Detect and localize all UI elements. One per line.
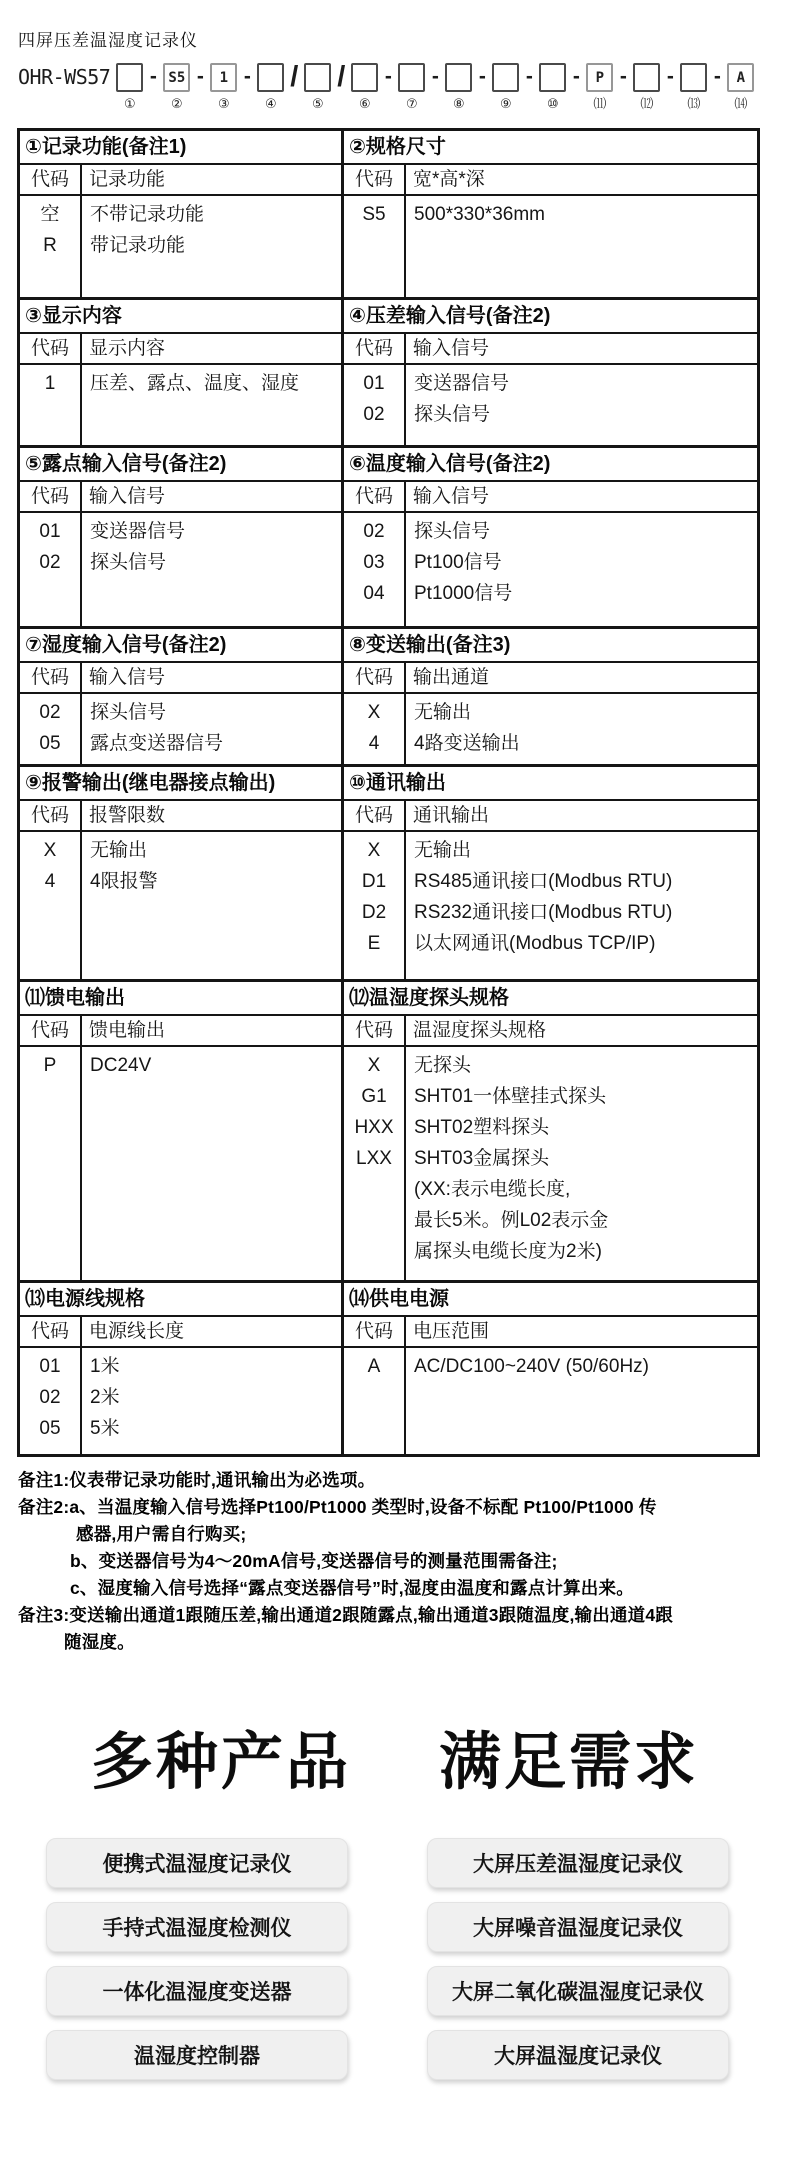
note-line: 随湿度。 bbox=[64, 1632, 135, 1652]
note-line: b、变送器信号为4～20mA信号,变送器信号的测量范围需备注; bbox=[70, 1551, 558, 1571]
code-header-cell: 代码 bbox=[344, 1016, 406, 1047]
desc-header-cell: 馈电输出 bbox=[82, 1016, 341, 1047]
spec-section bbox=[20, 629, 344, 764]
separator-spacer bbox=[528, 94, 532, 111]
code-value: X bbox=[43, 840, 57, 861]
section-title: ⑿温湿度探头规格 bbox=[344, 982, 757, 1016]
section-title: ⑨报警输出(继电器接点输出) bbox=[20, 767, 341, 801]
segment-separator bbox=[709, 63, 725, 111]
desc-value: 探头信号 bbox=[414, 404, 491, 425]
segment-separator bbox=[427, 63, 443, 111]
code-header-cell: 代码 bbox=[344, 1317, 406, 1348]
spec-section bbox=[20, 300, 344, 445]
code-value: D1 bbox=[361, 871, 387, 892]
dash-separator: - bbox=[243, 65, 251, 88]
separator-spacer bbox=[340, 94, 344, 111]
separator-spacer bbox=[199, 94, 203, 111]
code-value: P bbox=[43, 1055, 57, 1076]
code-header-cell: 代码 bbox=[20, 663, 82, 694]
spec-section bbox=[344, 767, 757, 979]
desc-header-cell: 温湿度探头规格 bbox=[406, 1016, 757, 1047]
code-box: P bbox=[586, 63, 613, 92]
separator-spacer bbox=[387, 94, 391, 111]
section-body bbox=[344, 1016, 757, 1280]
table-band bbox=[20, 445, 757, 626]
code-header-cell: 代码 bbox=[344, 801, 406, 832]
code-box bbox=[539, 63, 566, 92]
code-value: 空 bbox=[40, 204, 60, 225]
section-title: ⑦湿度输入信号(备注2) bbox=[20, 629, 341, 663]
code-header-cell: 代码 bbox=[20, 334, 82, 365]
slash-separator: / bbox=[290, 61, 299, 93]
code-column bbox=[20, 832, 82, 979]
note-line: 备注3:变送输出通道1跟随压差,输出通道2跟随露点,输出通道3跟随温度,输出通道4跟 bbox=[18, 1605, 673, 1625]
spec-section bbox=[344, 448, 757, 626]
model-code-segment bbox=[116, 63, 143, 112]
spec-section bbox=[20, 448, 344, 626]
code-header-cell: 代码 bbox=[20, 1317, 82, 1348]
model-code-segment bbox=[492, 63, 519, 112]
model-code-segment bbox=[539, 63, 566, 112]
segment-separator bbox=[521, 63, 537, 111]
desc-column bbox=[406, 1348, 757, 1454]
code-header-cell: 代码 bbox=[344, 165, 406, 196]
desc-header-cell: 输入信号 bbox=[82, 663, 341, 694]
note-line: c、湿度输入信号选择“露点变送器信号”时,湿度由温度和露点计算出来。 bbox=[70, 1578, 634, 1598]
segment-number: ⑩ bbox=[547, 96, 559, 111]
model-code-segment bbox=[398, 63, 425, 112]
page-title: 四屏压差温湿度记录仪 bbox=[18, 31, 198, 50]
segment-number: ⑾ bbox=[593, 96, 607, 111]
spec-section bbox=[20, 767, 344, 979]
code-value: S5 bbox=[362, 204, 386, 225]
section-body bbox=[344, 663, 757, 764]
code-box bbox=[398, 63, 425, 92]
section-title: ②规格尺寸 bbox=[344, 131, 757, 165]
note-line: 备注1:仪表带记录功能时,通讯输出为必选项。 bbox=[18, 1470, 376, 1490]
code-value bbox=[344, 1205, 404, 1236]
segment-separator bbox=[145, 63, 161, 111]
desc-column bbox=[406, 365, 757, 445]
products-heading-left: 多种产品 bbox=[90, 1728, 351, 1797]
dash-separator: - bbox=[384, 65, 392, 88]
products-section bbox=[0, 1728, 790, 2080]
table-band bbox=[20, 131, 757, 297]
code-column bbox=[344, 365, 406, 445]
desc-header-cell: 输入信号 bbox=[406, 482, 757, 513]
desc-column bbox=[406, 694, 757, 764]
desc-header-cell: 电压范围 bbox=[406, 1317, 757, 1348]
section-title: ①记录功能(备注1) bbox=[20, 131, 341, 165]
segment-number: ⒀ bbox=[687, 96, 701, 111]
code-header-cell: 代码 bbox=[20, 482, 82, 513]
desc-value: 最长5米。例L02表示金 bbox=[414, 1210, 609, 1231]
segment-separator bbox=[333, 63, 349, 111]
section-title: ⑾馈电输出 bbox=[20, 982, 341, 1016]
model-code-segment bbox=[304, 63, 331, 112]
code-box: A bbox=[727, 63, 754, 92]
code-value bbox=[344, 1236, 404, 1267]
code-value: 01 bbox=[39, 1356, 61, 1377]
segment-separator bbox=[286, 63, 302, 111]
section-title: ③显示内容 bbox=[20, 300, 341, 334]
code-column bbox=[344, 1047, 406, 1280]
segment-separator bbox=[615, 63, 631, 111]
segment-number: ③ bbox=[218, 96, 230, 111]
product-button[interactable]: 大屏压差温湿度记录仪 bbox=[427, 1838, 729, 1888]
code-column bbox=[344, 513, 406, 626]
model-code-segment bbox=[163, 63, 190, 112]
code-value: 1 bbox=[44, 373, 56, 394]
code-value: X bbox=[367, 702, 381, 723]
segment-separator bbox=[380, 63, 396, 111]
product-button[interactable]: 大屏温湿度记录仪 bbox=[427, 2030, 729, 2080]
section-body bbox=[20, 165, 341, 297]
product-button[interactable]: 一体化温湿度变送器 bbox=[46, 1966, 348, 2016]
spec-section bbox=[20, 982, 344, 1280]
desc-value: SHT03金属探头 bbox=[414, 1148, 550, 1169]
separator-spacer bbox=[152, 94, 156, 111]
product-button[interactable]: 大屏二氧化碳温湿度记录仪 bbox=[427, 1966, 729, 2016]
code-value: G1 bbox=[361, 1086, 387, 1107]
desc-column bbox=[82, 1047, 341, 1280]
dash-separator: - bbox=[196, 65, 204, 88]
desc-header-cell: 电源线长度 bbox=[82, 1317, 341, 1348]
code-box bbox=[304, 63, 331, 92]
separator-spacer bbox=[622, 94, 626, 111]
spec-section bbox=[344, 1283, 757, 1454]
product-button[interactable]: 大屏噪音温湿度记录仪 bbox=[427, 1902, 729, 1952]
code-value: A bbox=[367, 1356, 381, 1377]
segment-number: ② bbox=[171, 96, 183, 111]
code-value: E bbox=[367, 933, 381, 954]
code-box: 1 bbox=[210, 63, 237, 92]
desc-value: 4限报警 bbox=[90, 871, 158, 892]
table-band bbox=[20, 626, 757, 764]
separator-spacer bbox=[716, 94, 720, 111]
segment-number: ⑨ bbox=[500, 96, 512, 111]
segment-number: ⑤ bbox=[312, 96, 324, 111]
code-value: 02 bbox=[39, 552, 61, 573]
model-code-segment bbox=[727, 63, 754, 112]
section-body bbox=[20, 334, 341, 445]
desc-header-cell: 通讯输出 bbox=[406, 801, 757, 832]
code-column bbox=[20, 513, 82, 626]
section-title: ⑩通讯输出 bbox=[344, 767, 757, 801]
section-title: ⒀电源线规格 bbox=[20, 1283, 341, 1317]
code-value: 02 bbox=[39, 1387, 61, 1408]
code-value: 01 bbox=[39, 521, 61, 542]
code-value: 05 bbox=[39, 733, 61, 754]
section-body bbox=[20, 1016, 341, 1280]
desc-value: 无探头 bbox=[414, 1055, 472, 1076]
product-button[interactable]: 温湿度控制器 bbox=[46, 2030, 348, 2080]
code-box: S5 bbox=[163, 63, 190, 92]
code-value: X bbox=[367, 1055, 381, 1076]
segment-separator bbox=[239, 63, 255, 111]
segment-number: ④ bbox=[265, 96, 277, 111]
separator-spacer bbox=[434, 94, 438, 111]
code-column bbox=[20, 196, 82, 297]
section-title: ⑧变送输出(备注3) bbox=[344, 629, 757, 663]
desc-value: 探头信号 bbox=[414, 521, 491, 542]
model-code-line bbox=[18, 63, 790, 112]
model-code-segment bbox=[257, 63, 284, 112]
desc-value: 无输出 bbox=[414, 840, 472, 861]
code-box bbox=[492, 63, 519, 92]
segment-separator bbox=[192, 63, 208, 111]
table-band bbox=[20, 1280, 757, 1454]
code-box bbox=[351, 63, 378, 92]
code-box bbox=[445, 63, 472, 92]
segment-number: ① bbox=[124, 96, 136, 111]
code-value: 4 bbox=[368, 733, 380, 754]
note-line: 备注2:a、当温度输入信号选择Pt100/Pt1000 类型时,设备不标配 Pt100/Pt1000 传 bbox=[18, 1497, 657, 1517]
notes bbox=[18, 1467, 776, 1656]
table-band bbox=[20, 297, 757, 445]
dash-separator: - bbox=[478, 65, 486, 88]
code-value: 02 bbox=[363, 521, 385, 542]
spec-section bbox=[344, 131, 757, 297]
spec-section bbox=[344, 982, 757, 1280]
section-body bbox=[20, 801, 341, 979]
desc-value: 500*330*36mm bbox=[414, 204, 545, 225]
spec-table bbox=[17, 128, 760, 1457]
spec-section bbox=[20, 1283, 344, 1454]
desc-value: DC24V bbox=[90, 1055, 152, 1076]
spec-section bbox=[344, 300, 757, 445]
desc-header-cell: 记录功能 bbox=[82, 165, 341, 196]
model-code-segment bbox=[351, 63, 378, 112]
product-button[interactable]: 手持式温湿度检测仪 bbox=[46, 1902, 348, 1952]
section-body bbox=[344, 165, 757, 297]
desc-header-cell: 输出通道 bbox=[406, 663, 757, 694]
code-column bbox=[344, 196, 406, 297]
desc-value: Pt100信号 bbox=[414, 552, 502, 573]
segment-number: ⑿ bbox=[640, 96, 654, 111]
section-title: ⑥温度输入信号(备注2) bbox=[344, 448, 757, 482]
desc-column bbox=[406, 196, 757, 297]
desc-value: 探头信号 bbox=[90, 552, 167, 573]
desc-value: 变送器信号 bbox=[90, 521, 186, 542]
code-column bbox=[344, 832, 406, 979]
code-value: 02 bbox=[39, 702, 61, 723]
table-band bbox=[20, 764, 757, 979]
code-value bbox=[344, 1174, 404, 1205]
code-value: D2 bbox=[361, 902, 387, 923]
code-value: 05 bbox=[39, 1418, 61, 1439]
section-body bbox=[20, 1317, 341, 1454]
segment-number: ⑧ bbox=[453, 96, 465, 111]
code-box bbox=[680, 63, 707, 92]
model-code-segment bbox=[633, 63, 660, 112]
code-value: R bbox=[43, 235, 57, 256]
model-code-segments bbox=[115, 63, 755, 112]
products-heading-right: 满足需求 bbox=[439, 1728, 700, 1797]
segment-number: ⑦ bbox=[406, 96, 418, 111]
section-body bbox=[20, 482, 341, 626]
desc-value: RS232通讯接口(Modbus RTU) bbox=[414, 902, 673, 923]
code-box bbox=[633, 63, 660, 92]
desc-column bbox=[406, 1047, 757, 1280]
desc-column bbox=[82, 365, 341, 445]
model-code-segment bbox=[586, 63, 613, 112]
dash-separator: - bbox=[149, 65, 157, 88]
section-body bbox=[20, 663, 341, 764]
section-title: ④压差输入信号(备注2) bbox=[344, 300, 757, 334]
section-body bbox=[344, 1317, 757, 1454]
code-header-cell: 代码 bbox=[344, 334, 406, 365]
slash-separator: / bbox=[337, 61, 346, 93]
desc-value: 压差、露点、温度、湿度 bbox=[90, 373, 300, 394]
desc-column bbox=[82, 196, 341, 297]
desc-value: 变送器信号 bbox=[414, 373, 510, 394]
code-value: X bbox=[367, 840, 381, 861]
note-line: 感器,用户需自行购买; bbox=[76, 1524, 247, 1544]
desc-column bbox=[82, 513, 341, 626]
desc-value: (XX:表示电缆长度, bbox=[414, 1179, 571, 1200]
segment-separator bbox=[474, 63, 490, 111]
section-title: ⑤露点输入信号(备注2) bbox=[20, 448, 341, 482]
code-column bbox=[20, 694, 82, 764]
dash-separator: - bbox=[666, 65, 674, 88]
desc-header-cell: 报警限数 bbox=[82, 801, 341, 832]
dash-separator: - bbox=[572, 65, 580, 88]
desc-value: 露点变送器信号 bbox=[90, 733, 224, 754]
desc-value: 5米 bbox=[90, 1418, 120, 1439]
code-value: 02 bbox=[363, 404, 385, 425]
code-column bbox=[20, 1047, 82, 1280]
separator-spacer bbox=[246, 94, 250, 111]
product-grid bbox=[46, 1838, 790, 2080]
desc-header-cell: 宽*高*深 bbox=[406, 165, 757, 196]
code-header-cell: 代码 bbox=[20, 1016, 82, 1047]
desc-value: SHT01一体壁挂式探头 bbox=[414, 1086, 607, 1107]
separator-spacer bbox=[669, 94, 673, 111]
segment-separator bbox=[662, 63, 678, 111]
code-value: 01 bbox=[363, 373, 385, 394]
separator-spacer bbox=[293, 94, 297, 111]
page bbox=[0, 26, 790, 2181]
code-value: 4 bbox=[44, 871, 56, 892]
section-body bbox=[344, 334, 757, 445]
desc-header-cell: 输入信号 bbox=[406, 334, 757, 365]
desc-value: 2米 bbox=[90, 1387, 120, 1408]
code-header-cell: 代码 bbox=[344, 663, 406, 694]
desc-value: 1米 bbox=[90, 1356, 120, 1377]
segment-separator bbox=[568, 63, 584, 111]
desc-value: 以太网通讯(Modbus TCP/IP) bbox=[414, 933, 656, 954]
code-column bbox=[344, 694, 406, 764]
code-column bbox=[344, 1348, 406, 1454]
desc-value: 4路变送输出 bbox=[414, 733, 520, 754]
desc-value: 探头信号 bbox=[90, 702, 167, 723]
desc-value: 不带记录功能 bbox=[90, 204, 205, 225]
separator-spacer bbox=[575, 94, 579, 111]
code-box bbox=[116, 63, 143, 92]
spec-section bbox=[344, 629, 757, 764]
code-value: 04 bbox=[363, 583, 385, 604]
code-header-cell: 代码 bbox=[20, 165, 82, 196]
desc-column bbox=[406, 513, 757, 626]
desc-value: AC/DC100~240V (50/60Hz) bbox=[414, 1356, 649, 1377]
desc-column bbox=[406, 832, 757, 979]
desc-column bbox=[82, 1348, 341, 1454]
desc-value: 无输出 bbox=[414, 702, 472, 723]
model-code-segment bbox=[210, 63, 237, 112]
products-heading bbox=[0, 1728, 790, 1797]
code-value: 03 bbox=[363, 552, 385, 573]
code-box bbox=[257, 63, 284, 92]
desc-value: Pt1000信号 bbox=[414, 583, 513, 604]
code-column bbox=[20, 1348, 82, 1454]
desc-header-cell: 输入信号 bbox=[82, 482, 341, 513]
code-header-cell: 代码 bbox=[344, 482, 406, 513]
segment-number: ⑥ bbox=[359, 96, 371, 111]
dash-separator: - bbox=[619, 65, 627, 88]
model-code-segment bbox=[680, 63, 707, 112]
code-column bbox=[20, 365, 82, 445]
code-header-cell: 代码 bbox=[20, 801, 82, 832]
separator-spacer bbox=[481, 94, 485, 111]
desc-value: RS485通讯接口(Modbus RTU) bbox=[414, 871, 673, 892]
desc-column bbox=[82, 694, 341, 764]
dash-separator: - bbox=[431, 65, 439, 88]
model-prefix: OHR-WS57 bbox=[18, 65, 111, 89]
desc-column bbox=[82, 832, 341, 979]
desc-value: 带记录功能 bbox=[90, 235, 186, 256]
product-button[interactable]: 便携式温湿度记录仪 bbox=[46, 1838, 348, 1888]
section-body bbox=[344, 482, 757, 626]
desc-value: 属探头电缆长度为2米) bbox=[414, 1241, 602, 1262]
spec-section bbox=[20, 131, 344, 297]
table-band bbox=[20, 979, 757, 1280]
code-value: LXX bbox=[356, 1148, 392, 1169]
desc-value: 无输出 bbox=[90, 840, 148, 861]
code-value: HXX bbox=[354, 1117, 394, 1138]
desc-header-cell: 显示内容 bbox=[82, 334, 341, 365]
desc-value: SHT02塑料探头 bbox=[414, 1117, 550, 1138]
segment-number: ⒁ bbox=[734, 96, 748, 111]
section-title: ⒁供电电源 bbox=[344, 1283, 757, 1317]
section-body bbox=[344, 801, 757, 979]
dash-separator: - bbox=[713, 65, 721, 88]
dash-separator: - bbox=[525, 65, 533, 88]
model-code-segment bbox=[445, 63, 472, 112]
